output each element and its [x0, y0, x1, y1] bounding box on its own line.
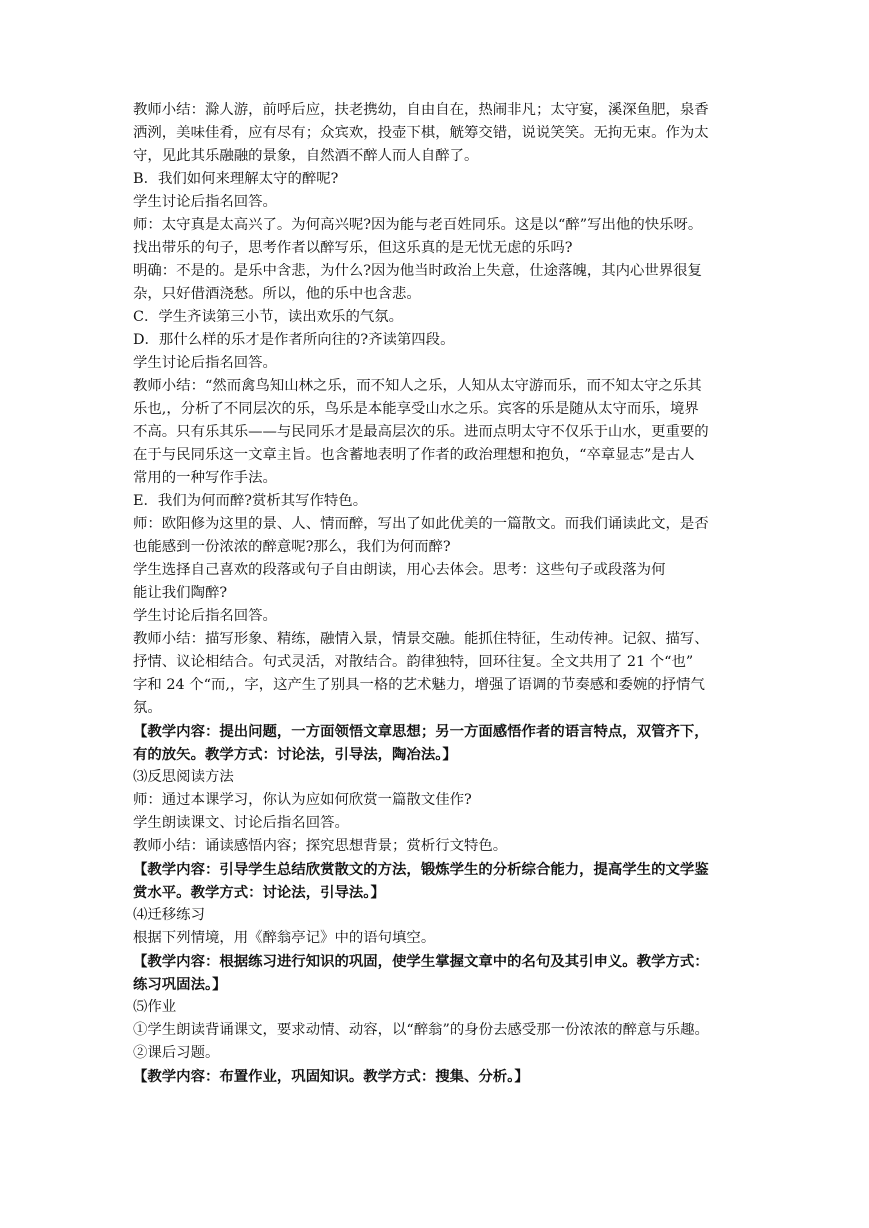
- text-line: 师：太守真是太高兴了。为何高兴呢?因为能与老百姓同乐。这是以“醉”写出他的快乐呀。: [133, 217, 703, 233]
- text-line: 在于与民同乐这一文章主旨。也含蓄地表明了作者的政治理想和抱负，“卒章显志”是古人: [133, 447, 695, 463]
- text-line: 明确：不是的。是乐中含悲，为什么?因为他当时政治上失意，仕途落魄，其内心世界很复: [133, 263, 702, 279]
- text-line: 守，见此其乐融融的景象，自然酒不醉人而人自醉了。: [133, 148, 479, 164]
- text-line: 有的放矢。教学方式：讨论法，引导法，陶冶法。】: [133, 746, 457, 763]
- text-line: 教师小结：滁人游，前呼后应，扶老携幼，自由自在，热闹非凡；太守宴，溪深鱼肥，泉香: [133, 102, 709, 118]
- text-line: 洒洌，美味佳肴，应有尽有；众宾欢，投壶下棋，觥筹交错，说说笑笑。无拘无束。作为太: [133, 125, 709, 141]
- text-line: 教师小结：描写形象、精练，融情入景，情景交融。能抓住特征，生动传神。记叙、描写、: [133, 631, 709, 647]
- text-line: E．我们为何而醉?赏析其写作特色。: [133, 493, 368, 509]
- text-line: 学生讨论后指名回答。: [133, 194, 277, 210]
- text-line: 根据下列情境，用《醉翁亭记》中的语句填空。: [133, 930, 436, 946]
- text-line: 【教学内容：提出问题，一方面领悟文章思想；另一方面感悟作者的语言特点，双管齐下，: [133, 723, 709, 740]
- text-line: 学生朗读课文、讨论后指名回答。: [133, 815, 349, 831]
- text-line: 学生讨论后指名回答。: [133, 608, 277, 624]
- text-line: D．那什么样的乐才是作者所向往的?齐读第四段。: [133, 332, 455, 348]
- text-line: B．我们如何来理解太守的醉呢?: [133, 171, 339, 187]
- text-line: 练习巩固法。】: [133, 976, 227, 993]
- text-line: 字和 24 个“而,，字，这产生了别具一格的艺术魅力，增强了语调的节奏感和委婉的抒情气: [133, 677, 705, 693]
- text-line: 常用的一种写作手法。: [133, 470, 277, 486]
- text-line: ①学生朗读背诵课文，要求动情、动容，以“醉翁”的身份去感受那一份浓浓的醉意与乐趣。: [133, 1022, 709, 1038]
- text-line: 找出带乐的句子，思考作者以醉写乐，但这乐真的是无忧无虑的乐吗?: [133, 240, 573, 256]
- text-line: 【教学内容：引导学生总结欣赏散文的方法，锻炼学生的分析综合能力，提高学生的文学鉴: [133, 861, 709, 878]
- text-line: ⑷迁移练习: [133, 907, 205, 923]
- text-line: 【教学内容：根据练习进行知识的巩固，使学生掌握文章中的名句及其引申义。教学方式：: [133, 953, 709, 970]
- text-line: 氛。: [133, 700, 162, 716]
- text-line: 【教学内容：布置作业，巩固知识。教学方式：搜集、分析。】: [133, 1068, 529, 1085]
- text-line: 教师小结：诵读感悟内容；探究思想背景；赏析行文特色。: [133, 838, 508, 854]
- text-line: 抒情、议论相结合。句式灵活，对散结合。韵律独特，回环往复。全文共用了 21 个“也”: [133, 654, 694, 670]
- text-line: 乐也,，分析了不同层次的乐，鸟乐是本能享受山水之乐。宾客的乐是随从太守而乐，境界: [133, 401, 699, 417]
- document-body: [133, 99, 745, 1088]
- text-line: 杂，只好借酒浇愁。所以，他的乐中也含悲。: [133, 286, 421, 302]
- text-line: ⑸作业: [133, 999, 177, 1015]
- text-line: ⑶反思阅读方法: [133, 769, 234, 785]
- text-line: 不高。只有乐其乐——与民同乐才是最高层次的乐。进而点明太守不仅乐于山水，更重要的: [133, 424, 709, 440]
- text-line: 能让我们陶醉?: [133, 585, 228, 601]
- text-line: 学生讨论后指名回答。: [133, 355, 277, 371]
- text-line: 教师小结：“然而禽鸟知山林之乐，而不知人之乐，人知从太守游而乐，而不知太守之乐其: [133, 378, 702, 394]
- text-line: 赏水平。教学方式：讨论法，引导法。】: [133, 884, 385, 901]
- text-line: 师：通过本课学习，你认为应如何欣赏一篇散文佳作?: [133, 792, 472, 808]
- text-line: 学生选择自己喜欢的段落或句子自由朗读，用心去体会。思考：这些句子或段落为何: [133, 562, 666, 578]
- text-line: 也能感到一份浓浓的醉意呢?那么，我们为何而醉?: [133, 539, 451, 555]
- text-line: 师：欧阳修为这里的景、人、情而醉，写出了如此优美的一篇散文。而我们诵读此文，是否: [133, 516, 709, 532]
- text-line: C．学生齐读第三小节，读出欢乐的气氛。: [133, 309, 404, 325]
- text-line: ②课后习题。: [133, 1045, 220, 1061]
